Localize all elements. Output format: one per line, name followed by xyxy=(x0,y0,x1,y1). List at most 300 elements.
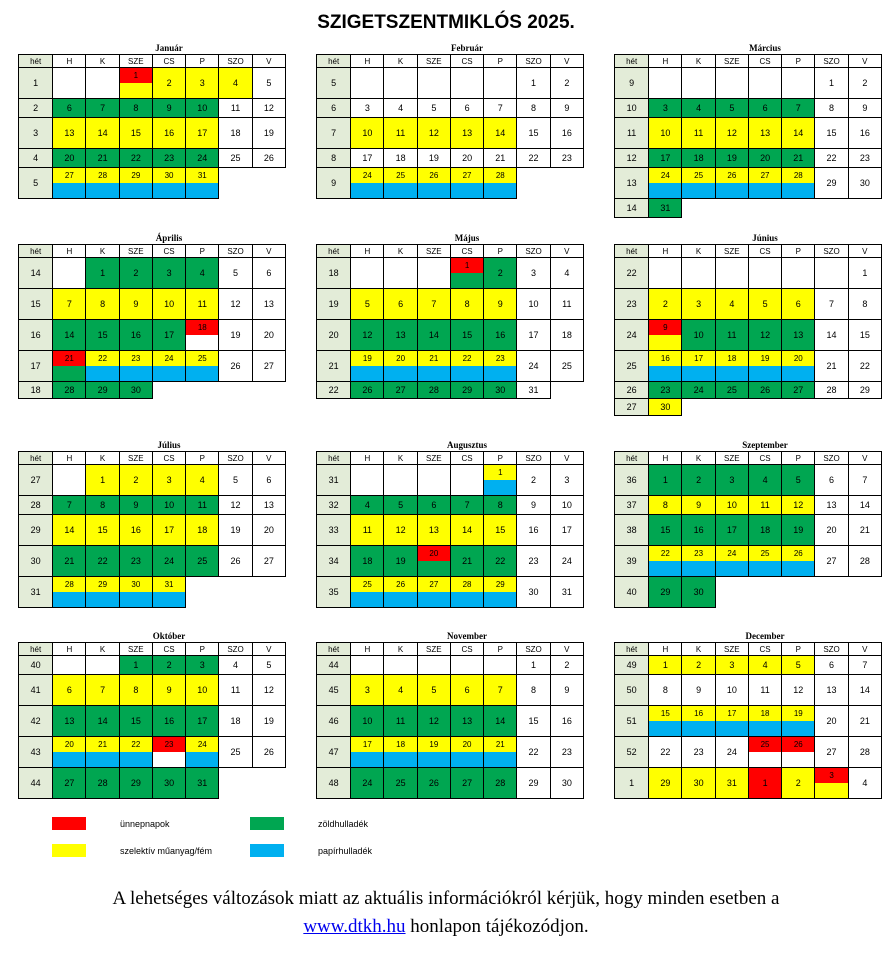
column-header: hét xyxy=(19,245,53,258)
day-cell xyxy=(186,149,219,168)
day-cell xyxy=(450,675,483,706)
day-number: 27 xyxy=(760,171,770,180)
day-cell xyxy=(748,99,781,118)
day-number: 31 xyxy=(528,385,539,395)
week-row xyxy=(615,149,882,168)
day-number: 3 xyxy=(364,685,370,695)
day-number: 1 xyxy=(829,78,835,88)
empty-day-cell xyxy=(417,258,450,289)
day-number: 14 xyxy=(859,500,870,510)
day-number: 25 xyxy=(694,171,704,180)
day-cell xyxy=(384,289,417,320)
day-number: 6 xyxy=(66,103,72,113)
day-number: 19 xyxy=(263,716,274,726)
day-number: 27 xyxy=(826,556,837,566)
day-cell xyxy=(384,149,417,168)
day-cell xyxy=(86,577,119,608)
day-cell xyxy=(152,768,185,799)
day-number: 4 xyxy=(398,685,404,695)
column-header: SZE xyxy=(417,55,450,68)
legend-label-plastic: szelektív műanyag/fém xyxy=(120,846,213,856)
day-number: 25 xyxy=(395,778,406,788)
day-cell xyxy=(682,768,715,799)
week-number: 44 xyxy=(317,656,351,675)
day-number: 3 xyxy=(696,299,702,309)
empty-day-cell xyxy=(86,656,119,675)
day-number: 21 xyxy=(859,716,870,726)
day-cell xyxy=(748,737,781,768)
week-row xyxy=(615,399,882,416)
day-cell xyxy=(517,320,550,351)
day-number: 7 xyxy=(66,299,72,309)
day-cell xyxy=(484,351,517,382)
day-cell xyxy=(649,675,682,706)
day-number: 6 xyxy=(464,685,470,695)
day-cell xyxy=(186,496,219,515)
day-cell xyxy=(649,149,682,168)
day-number: 27 xyxy=(826,747,837,757)
day-cell xyxy=(815,737,848,768)
day-cell xyxy=(450,496,483,515)
day-number: 20 xyxy=(429,549,439,558)
day-cell xyxy=(815,675,848,706)
day-number: 5 xyxy=(431,685,437,695)
day-number: 8 xyxy=(497,500,503,510)
day-cell xyxy=(417,99,450,118)
column-header: CS xyxy=(152,452,185,465)
day-cell xyxy=(715,168,748,199)
day-cell xyxy=(417,496,450,515)
week-number: 22 xyxy=(615,258,649,289)
day-cell xyxy=(484,118,517,149)
day-cell xyxy=(119,737,152,768)
column-header: K xyxy=(682,452,715,465)
empty-day-cell xyxy=(484,68,517,99)
day-number: 26 xyxy=(429,171,439,180)
empty-day-cell xyxy=(351,258,384,289)
day-number: 10 xyxy=(660,128,671,138)
week-number: 20 xyxy=(317,320,351,351)
day-cell xyxy=(682,577,715,608)
day-number: 29 xyxy=(859,385,870,395)
day-cell xyxy=(649,768,682,799)
day-number: 24 xyxy=(561,556,572,566)
column-header: CS xyxy=(152,245,185,258)
day-number: 9 xyxy=(531,500,537,510)
day-cell xyxy=(86,706,119,737)
day-cell xyxy=(815,768,848,799)
day-cell xyxy=(86,320,119,351)
day-number: 5 xyxy=(233,268,239,278)
column-header: K xyxy=(682,245,715,258)
day-cell xyxy=(649,199,682,218)
week-row xyxy=(317,99,584,118)
day-number: 26 xyxy=(727,171,737,180)
column-header: V xyxy=(550,55,583,68)
day-cell xyxy=(848,149,881,168)
empty-day-cell xyxy=(649,68,682,99)
day-cell xyxy=(517,465,550,496)
month-name: Július xyxy=(157,440,181,450)
day-cell xyxy=(86,465,119,496)
empty-day-cell xyxy=(219,768,252,799)
empty-day-cell xyxy=(417,656,450,675)
day-number: 12 xyxy=(726,128,737,138)
day-number: 7 xyxy=(795,103,801,113)
day-cell xyxy=(252,149,285,168)
day-cell xyxy=(715,351,748,382)
day-cell xyxy=(53,577,86,608)
day-cell xyxy=(351,675,384,706)
month-table xyxy=(316,54,584,199)
empty-day-cell xyxy=(848,399,881,416)
day-cell xyxy=(384,546,417,577)
column-header: SZO xyxy=(517,643,550,656)
empty-day-cell xyxy=(53,656,86,675)
day-cell xyxy=(186,546,219,577)
day-number: 20 xyxy=(64,153,75,163)
empty-day-cell xyxy=(152,382,185,399)
day-cell xyxy=(152,515,185,546)
empty-day-cell xyxy=(252,382,285,399)
header-row xyxy=(317,245,584,258)
day-number: 27 xyxy=(395,385,406,395)
day-cell xyxy=(450,515,483,546)
month-name: Szeptember xyxy=(742,440,788,450)
day-number: 4 xyxy=(398,103,404,113)
column-header: CS xyxy=(748,452,781,465)
day-cell xyxy=(815,546,848,577)
day-number: 15 xyxy=(130,128,141,138)
day-cell xyxy=(351,515,384,546)
week-number: 25 xyxy=(615,351,649,382)
day-cell xyxy=(384,382,417,399)
day-number: 28 xyxy=(98,171,108,180)
column-header: SZE xyxy=(715,452,748,465)
week-number: 2 xyxy=(19,99,53,118)
day-cell xyxy=(550,656,583,675)
day-cell xyxy=(782,656,815,675)
day-number: 18 xyxy=(693,153,704,163)
day-cell xyxy=(53,320,86,351)
column-header: CS xyxy=(450,643,483,656)
day-cell xyxy=(848,465,881,496)
week-number: 29 xyxy=(19,515,53,546)
day-cell xyxy=(715,737,748,768)
day-number: 22 xyxy=(462,354,472,363)
day-cell xyxy=(53,706,86,737)
empty-day-cell xyxy=(384,258,417,289)
week-row xyxy=(317,577,584,608)
column-header: P xyxy=(484,643,517,656)
day-cell xyxy=(649,382,682,399)
week-row xyxy=(19,258,286,289)
day-number: 7 xyxy=(66,500,72,510)
day-cell xyxy=(682,546,715,577)
week-number: 24 xyxy=(615,320,649,351)
day-cell xyxy=(119,577,152,608)
week-row xyxy=(615,737,882,768)
day-number: 13 xyxy=(64,128,75,138)
day-number: 15 xyxy=(528,128,539,138)
day-number: 21 xyxy=(98,740,108,749)
day-number: 14 xyxy=(97,128,108,138)
day-number: 4 xyxy=(762,660,768,670)
column-header: SZO xyxy=(517,452,550,465)
day-cell xyxy=(649,706,682,737)
week-row xyxy=(19,496,286,515)
day-number: 10 xyxy=(726,685,737,695)
day-cell xyxy=(815,149,848,168)
day-cell xyxy=(417,768,450,799)
day-number: 24 xyxy=(164,354,174,363)
footer-website-link[interactable]: www.dtkh.hu xyxy=(303,916,406,937)
day-cell xyxy=(815,320,848,351)
column-header: K xyxy=(86,643,119,656)
week-row xyxy=(615,258,882,289)
day-cell xyxy=(219,118,252,149)
day-number: 16 xyxy=(859,128,870,138)
day-number: 21 xyxy=(97,153,108,163)
day-number: 13 xyxy=(428,525,439,535)
day-cell xyxy=(848,546,881,577)
column-header: H xyxy=(649,55,682,68)
week-number: 6 xyxy=(317,99,351,118)
week-row xyxy=(19,289,286,320)
day-number: 23 xyxy=(561,747,572,757)
day-cell xyxy=(682,99,715,118)
day-cell xyxy=(450,99,483,118)
day-cell xyxy=(550,118,583,149)
week-number: 40 xyxy=(615,577,649,608)
day-cell xyxy=(152,68,185,99)
day-cell xyxy=(219,99,252,118)
week-row xyxy=(19,515,286,546)
day-cell xyxy=(682,320,715,351)
day-cell xyxy=(715,99,748,118)
empty-day-cell xyxy=(815,577,848,608)
day-number: 27 xyxy=(64,778,75,788)
day-number: 14 xyxy=(64,330,75,340)
column-header: V xyxy=(550,643,583,656)
day-cell xyxy=(848,768,881,799)
day-cell xyxy=(417,168,450,199)
day-number: 13 xyxy=(760,128,771,138)
empty-day-cell xyxy=(417,465,450,496)
day-cell xyxy=(848,289,881,320)
week-row xyxy=(615,706,882,737)
week-number: 9 xyxy=(615,68,649,99)
day-cell xyxy=(86,675,119,706)
week-number: 12 xyxy=(615,149,649,168)
column-header: K xyxy=(86,452,119,465)
empty-day-cell xyxy=(252,577,285,608)
week-number: 21 xyxy=(317,351,351,382)
day-cell xyxy=(484,149,517,168)
header-row xyxy=(317,452,584,465)
day-cell xyxy=(550,99,583,118)
empty-day-cell xyxy=(682,199,715,218)
day-number: 16 xyxy=(130,330,141,340)
week-row xyxy=(317,546,584,577)
column-header: hét xyxy=(19,452,53,465)
day-number: 29 xyxy=(660,778,671,788)
empty-day-cell xyxy=(715,577,748,608)
day-number: 26 xyxy=(793,740,803,749)
day-number: 19 xyxy=(760,354,770,363)
empty-day-cell xyxy=(715,399,748,416)
day-cell xyxy=(848,656,881,675)
day-number: 24 xyxy=(362,171,372,180)
day-cell xyxy=(682,382,715,399)
month-block xyxy=(316,440,584,608)
day-cell xyxy=(649,168,682,199)
day-cell xyxy=(186,99,219,118)
day-cell xyxy=(748,496,781,515)
day-cell xyxy=(351,382,384,399)
day-cell xyxy=(417,149,450,168)
day-number: 28 xyxy=(64,385,75,395)
day-number: 21 xyxy=(429,354,439,363)
week-number: 18 xyxy=(19,382,53,399)
day-number: 13 xyxy=(64,716,75,726)
day-cell xyxy=(450,706,483,737)
day-number: 19 xyxy=(726,153,737,163)
day-cell xyxy=(649,577,682,608)
day-number: 26 xyxy=(230,361,241,371)
month-table xyxy=(316,642,584,799)
day-number: 18 xyxy=(230,128,241,138)
day-number: 2 xyxy=(166,660,172,670)
day-cell xyxy=(119,118,152,149)
month-block xyxy=(316,43,584,199)
column-header: H xyxy=(649,452,682,465)
week-row xyxy=(615,351,882,382)
legend-label-paper: papírhulladék xyxy=(318,846,373,856)
week-number: 40 xyxy=(19,656,53,675)
day-cell xyxy=(417,320,450,351)
day-number: 2 xyxy=(531,475,537,485)
day-cell xyxy=(450,546,483,577)
week-row xyxy=(317,515,584,546)
column-header: K xyxy=(384,452,417,465)
day-number: 1 xyxy=(531,660,537,670)
day-cell xyxy=(53,168,86,199)
day-cell xyxy=(417,351,450,382)
day-cell xyxy=(152,289,185,320)
day-cell xyxy=(517,656,550,675)
day-number: 16 xyxy=(561,716,572,726)
day-number: 18 xyxy=(362,556,373,566)
day-cell xyxy=(748,675,781,706)
day-number: 25 xyxy=(230,153,241,163)
day-number: 30 xyxy=(164,171,174,180)
day-cell xyxy=(682,465,715,496)
column-header: hét xyxy=(317,55,351,68)
day-cell xyxy=(252,289,285,320)
day-number: 27 xyxy=(429,580,439,589)
column-header: SZE xyxy=(119,245,152,258)
week-number: 42 xyxy=(19,706,53,737)
day-cell xyxy=(219,289,252,320)
week-number: 7 xyxy=(317,118,351,149)
month-name: Május xyxy=(454,233,480,243)
day-cell xyxy=(682,351,715,382)
day-number: 13 xyxy=(462,716,473,726)
week-row xyxy=(317,382,584,399)
day-cell xyxy=(351,577,384,608)
day-cell xyxy=(53,382,86,399)
week-number: 17 xyxy=(19,351,53,382)
week-number: 34 xyxy=(317,546,351,577)
day-number: 3 xyxy=(199,660,205,670)
month-table xyxy=(18,54,286,199)
day-cell xyxy=(550,320,583,351)
day-number: 20 xyxy=(64,740,74,749)
day-cell xyxy=(649,496,682,515)
day-number: 2 xyxy=(564,78,570,88)
empty-day-cell xyxy=(748,68,781,99)
day-number: 21 xyxy=(462,556,473,566)
day-number: 15 xyxy=(97,330,108,340)
day-cell xyxy=(715,768,748,799)
day-number: 22 xyxy=(131,740,141,749)
empty-day-cell xyxy=(815,199,848,218)
month-name: Március xyxy=(749,43,781,53)
day-number: 31 xyxy=(660,203,671,213)
day-number: 25 xyxy=(197,354,207,363)
day-cell xyxy=(53,118,86,149)
day-number: 16 xyxy=(694,709,704,718)
day-cell xyxy=(53,351,86,382)
day-number: 8 xyxy=(133,685,139,695)
day-cell xyxy=(782,320,815,351)
column-header: SZO xyxy=(219,452,252,465)
column-header: V xyxy=(252,643,285,656)
day-cell xyxy=(186,675,219,706)
day-number: 4 xyxy=(199,268,205,278)
week-number: 28 xyxy=(19,496,53,515)
day-number: 29 xyxy=(97,385,108,395)
day-cell xyxy=(815,351,848,382)
day-cell xyxy=(152,149,185,168)
empty-day-cell xyxy=(484,656,517,675)
day-number: 5 xyxy=(795,660,801,670)
column-header: K xyxy=(682,55,715,68)
month-block xyxy=(316,631,584,799)
day-cell xyxy=(417,546,450,577)
day-cell xyxy=(86,351,119,382)
day-cell xyxy=(86,496,119,515)
day-cell xyxy=(384,320,417,351)
day-cell xyxy=(715,656,748,675)
day-cell xyxy=(848,68,881,99)
legend-swatch-paper xyxy=(250,844,284,857)
day-cell xyxy=(186,656,219,675)
column-header: SZE xyxy=(119,643,152,656)
day-cell xyxy=(119,68,152,99)
day-number: 23 xyxy=(694,549,704,558)
day-number: 9 xyxy=(663,323,668,332)
day-cell xyxy=(550,737,583,768)
day-cell xyxy=(219,546,252,577)
week-row xyxy=(317,656,584,675)
day-number: 5 xyxy=(795,475,801,485)
day-number: 21 xyxy=(826,361,837,371)
column-header: H xyxy=(649,643,682,656)
day-number: 25 xyxy=(726,385,737,395)
day-cell xyxy=(152,496,185,515)
